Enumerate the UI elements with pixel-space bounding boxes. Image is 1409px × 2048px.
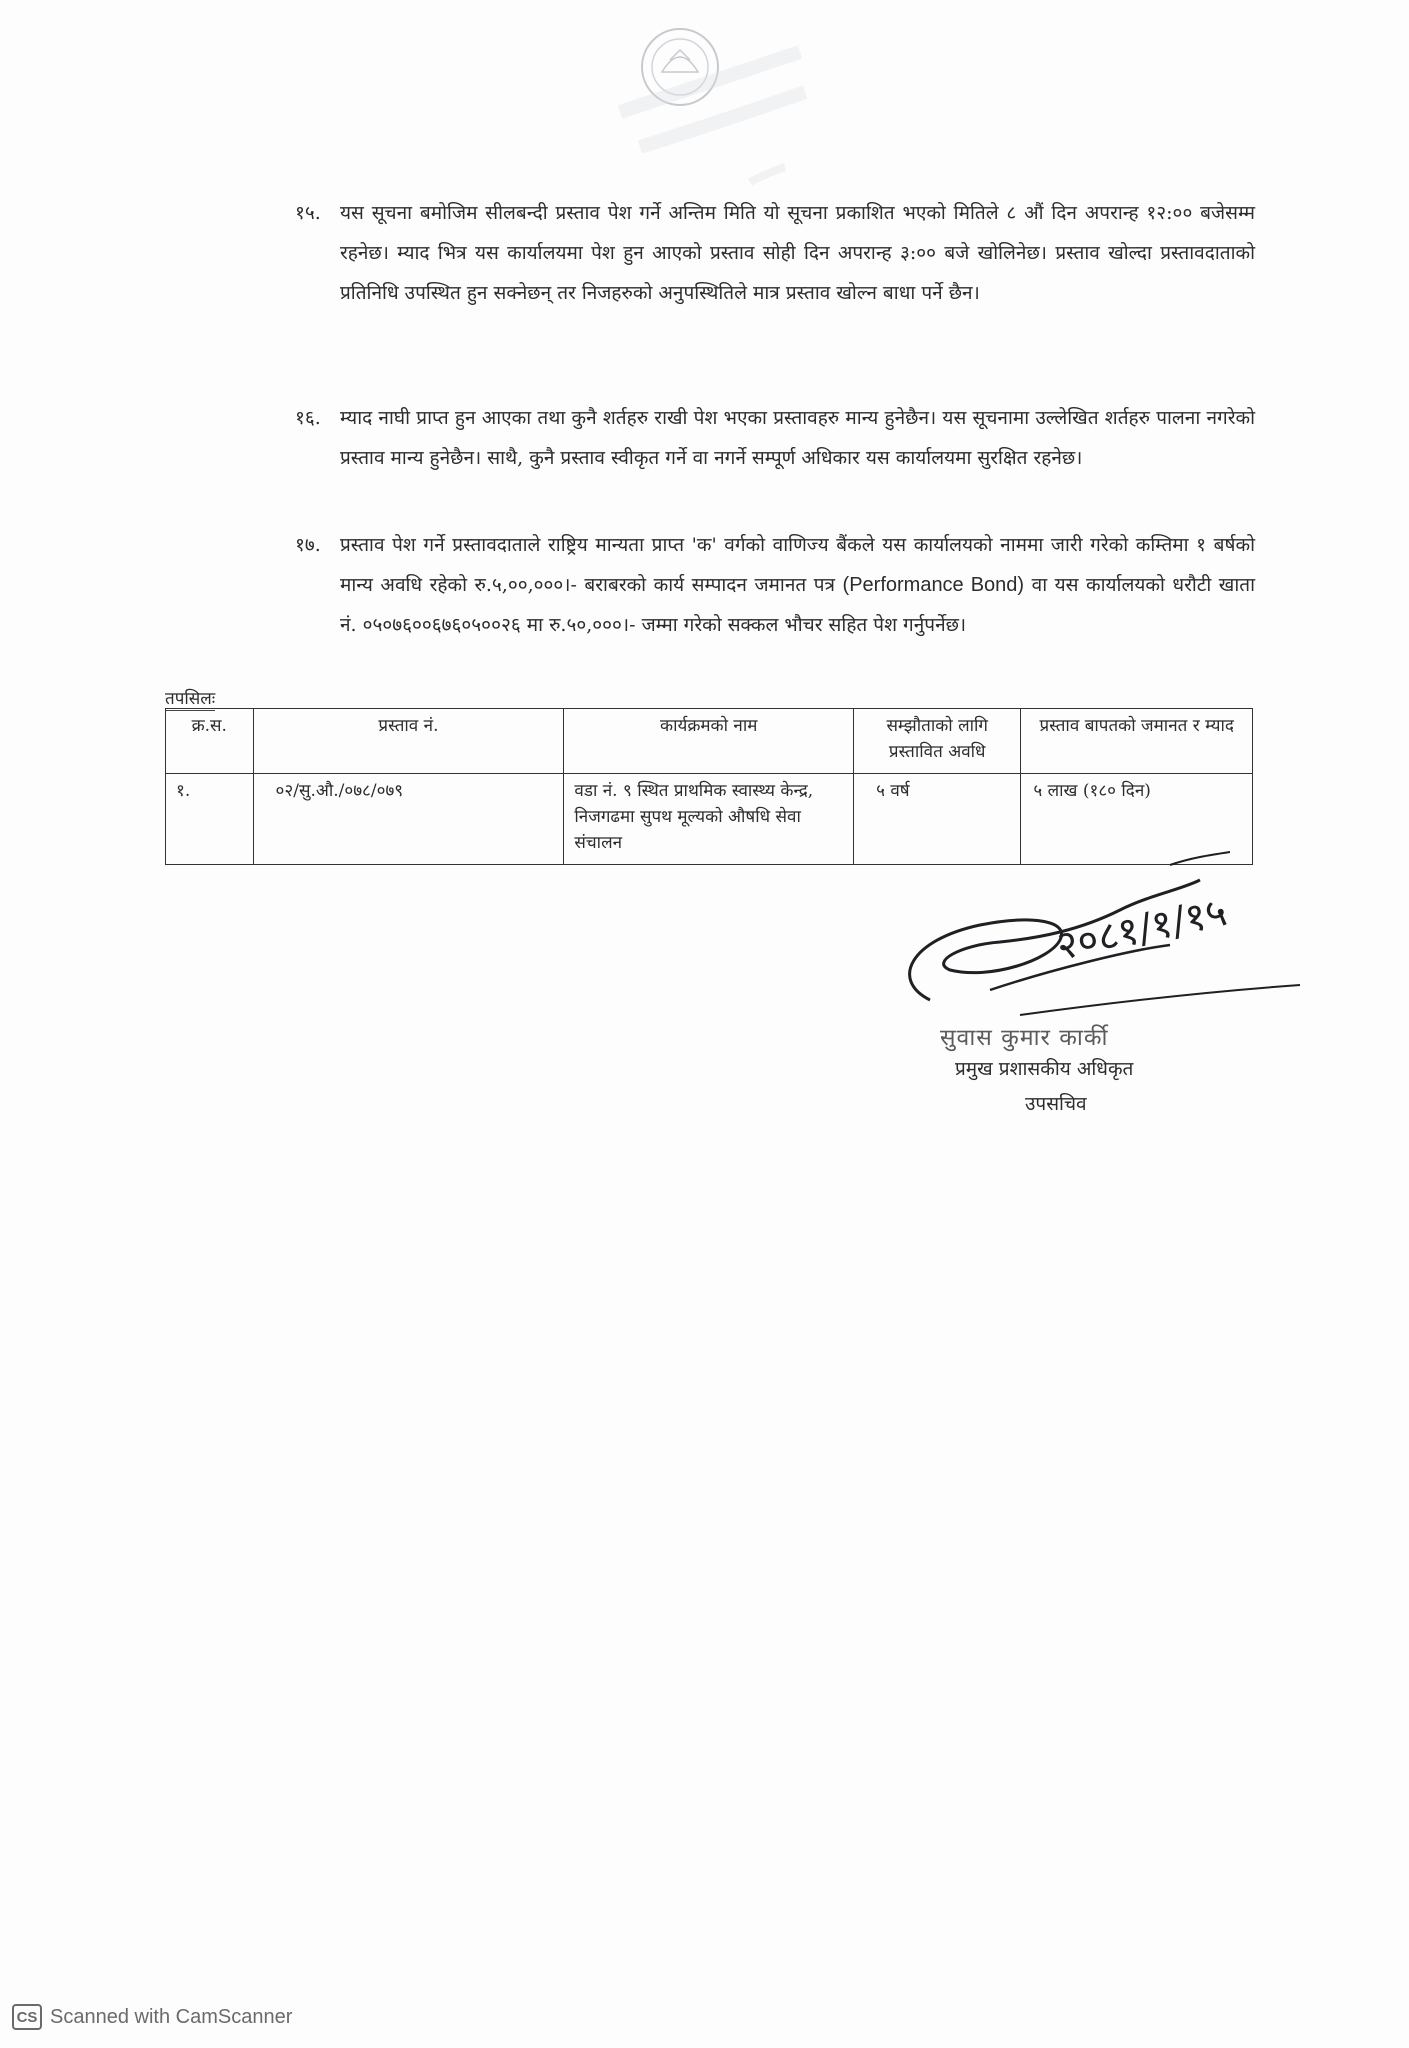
performance-bond-term: (Performance Bond): [842, 574, 1025, 596]
header-proposal-number: प्रस्ताव नं.: [253, 709, 564, 774]
clause-number: १६.: [295, 407, 321, 429]
signatory-designation: प्रमुख प्रशासकीय अधिकृत: [955, 1058, 1134, 1080]
schedule-label: तपसिलः: [165, 689, 216, 709]
signatory-title: उपसचिव: [1025, 1093, 1087, 1115]
clause-15: [295, 193, 1255, 313]
clause-text: [340, 525, 1255, 645]
clause-17: [295, 525, 1255, 645]
cell-serial: १.: [166, 774, 254, 865]
clause-number: १७.: [295, 534, 321, 556]
header-proposed-period: सम्झौताको लागि प्रस्तावित अवधि: [854, 709, 1021, 774]
clause-text-part: वा यस कार्यालयको धरौटी खाता नं. ०५०७६००६७६०५००२६ मा रु.५०,०००।- जम्मा गरेको सक्कल भौचर सहित पेश गर्नुपर्नेछ।: [340, 574, 1256, 636]
cell-security-validity: ५ लाख (१८० दिन): [1021, 774, 1253, 865]
scanner-footer: [12, 2004, 292, 2030]
header-serial: क्र.स.: [166, 709, 254, 774]
header-security-validity: प्रस्ताव बापतको जमानत र म्याद: [1021, 709, 1253, 774]
table-header-row: [166, 709, 1253, 774]
cell-proposed-period: ५ वर्ष: [854, 774, 1021, 865]
schedule-table: [165, 708, 1253, 865]
office-seal-stamp: [600, 12, 810, 202]
cell-program-name: वडा नं. ९ स्थित प्राथमिक स्वास्थ्य केन्द्र, निजगढमा सुपथ मूल्यको औषधि सेवा संचालन: [564, 774, 854, 865]
clause-text: यस सूचना बमोजिम सीलबन्दी प्रस्ताव पेश गर्ने अन्तिम मिति यो सूचना प्रकाशित भएको मितिले ८ औं दिन अपरान्ह १२:०० बजेसम्म रहनेछ। म्याद भित्र यस कार्यालयमा पेश हुन आएको प्रस्ताव सोही दिन अपरान्ह ३:०० बजे खोलिनेछ। प्रस्ताव खोल्दा प्रस्तावदाताको प्रतिनिधि उपस्थित हुन सक्नेछन् तर निजहरुको अनुपस्थितिले मात्र प्रस्ताव खोल्न बाधा पर्ने छैन।: [340, 202, 1255, 304]
signatory-name: सुवास कुमार कार्की: [940, 1025, 1109, 1051]
camscanner-logo-icon: CS: [12, 2004, 42, 2030]
clause-text: म्याद नाघी प्राप्त हुन आएका तथा कुनै शर्तहरु राखी पेश भएका प्रस्तावहरु मान्य हुनेछैन। यस सूचनामा उल्लेखित शर्तहरु पालना नगरेको प्रस्ताव मान्य हुनेछैन। साथै, कुनै प्रस्ताव स्वीकृत गर्ने वा नगर्ने सम्पूर्ण अधिकार यस कार्यालयमा सुरक्षित रहनेछ।: [340, 407, 1255, 469]
header-program-name: कार्यक्रमको नाम: [564, 709, 854, 774]
clause-text-part: प्रस्ताव पेश गर्ने प्रस्तावदाताले राष्ट्रिय मान्यता प्राप्त 'क' वर्गको वाणिज्य बैंकले यस कार्यालयको नाममा जारी गरेको कम्तिमा १ बर्षको मान्य अवधि रहेको रु.५,००,०००।- बराबरको कार्य सम्पादन जमानत पत्र: [340, 534, 1255, 596]
cell-proposal-number: ०२/सु.औ./०७८/०७९: [253, 774, 564, 865]
clause-number: १५.: [295, 202, 321, 224]
scanner-footer-text: Scanned with CamScanner: [50, 2005, 293, 2028]
svg-text:२०८१/१/१५: २०८१/१/१५: [1052, 888, 1231, 970]
clause-16: [295, 398, 1255, 478]
